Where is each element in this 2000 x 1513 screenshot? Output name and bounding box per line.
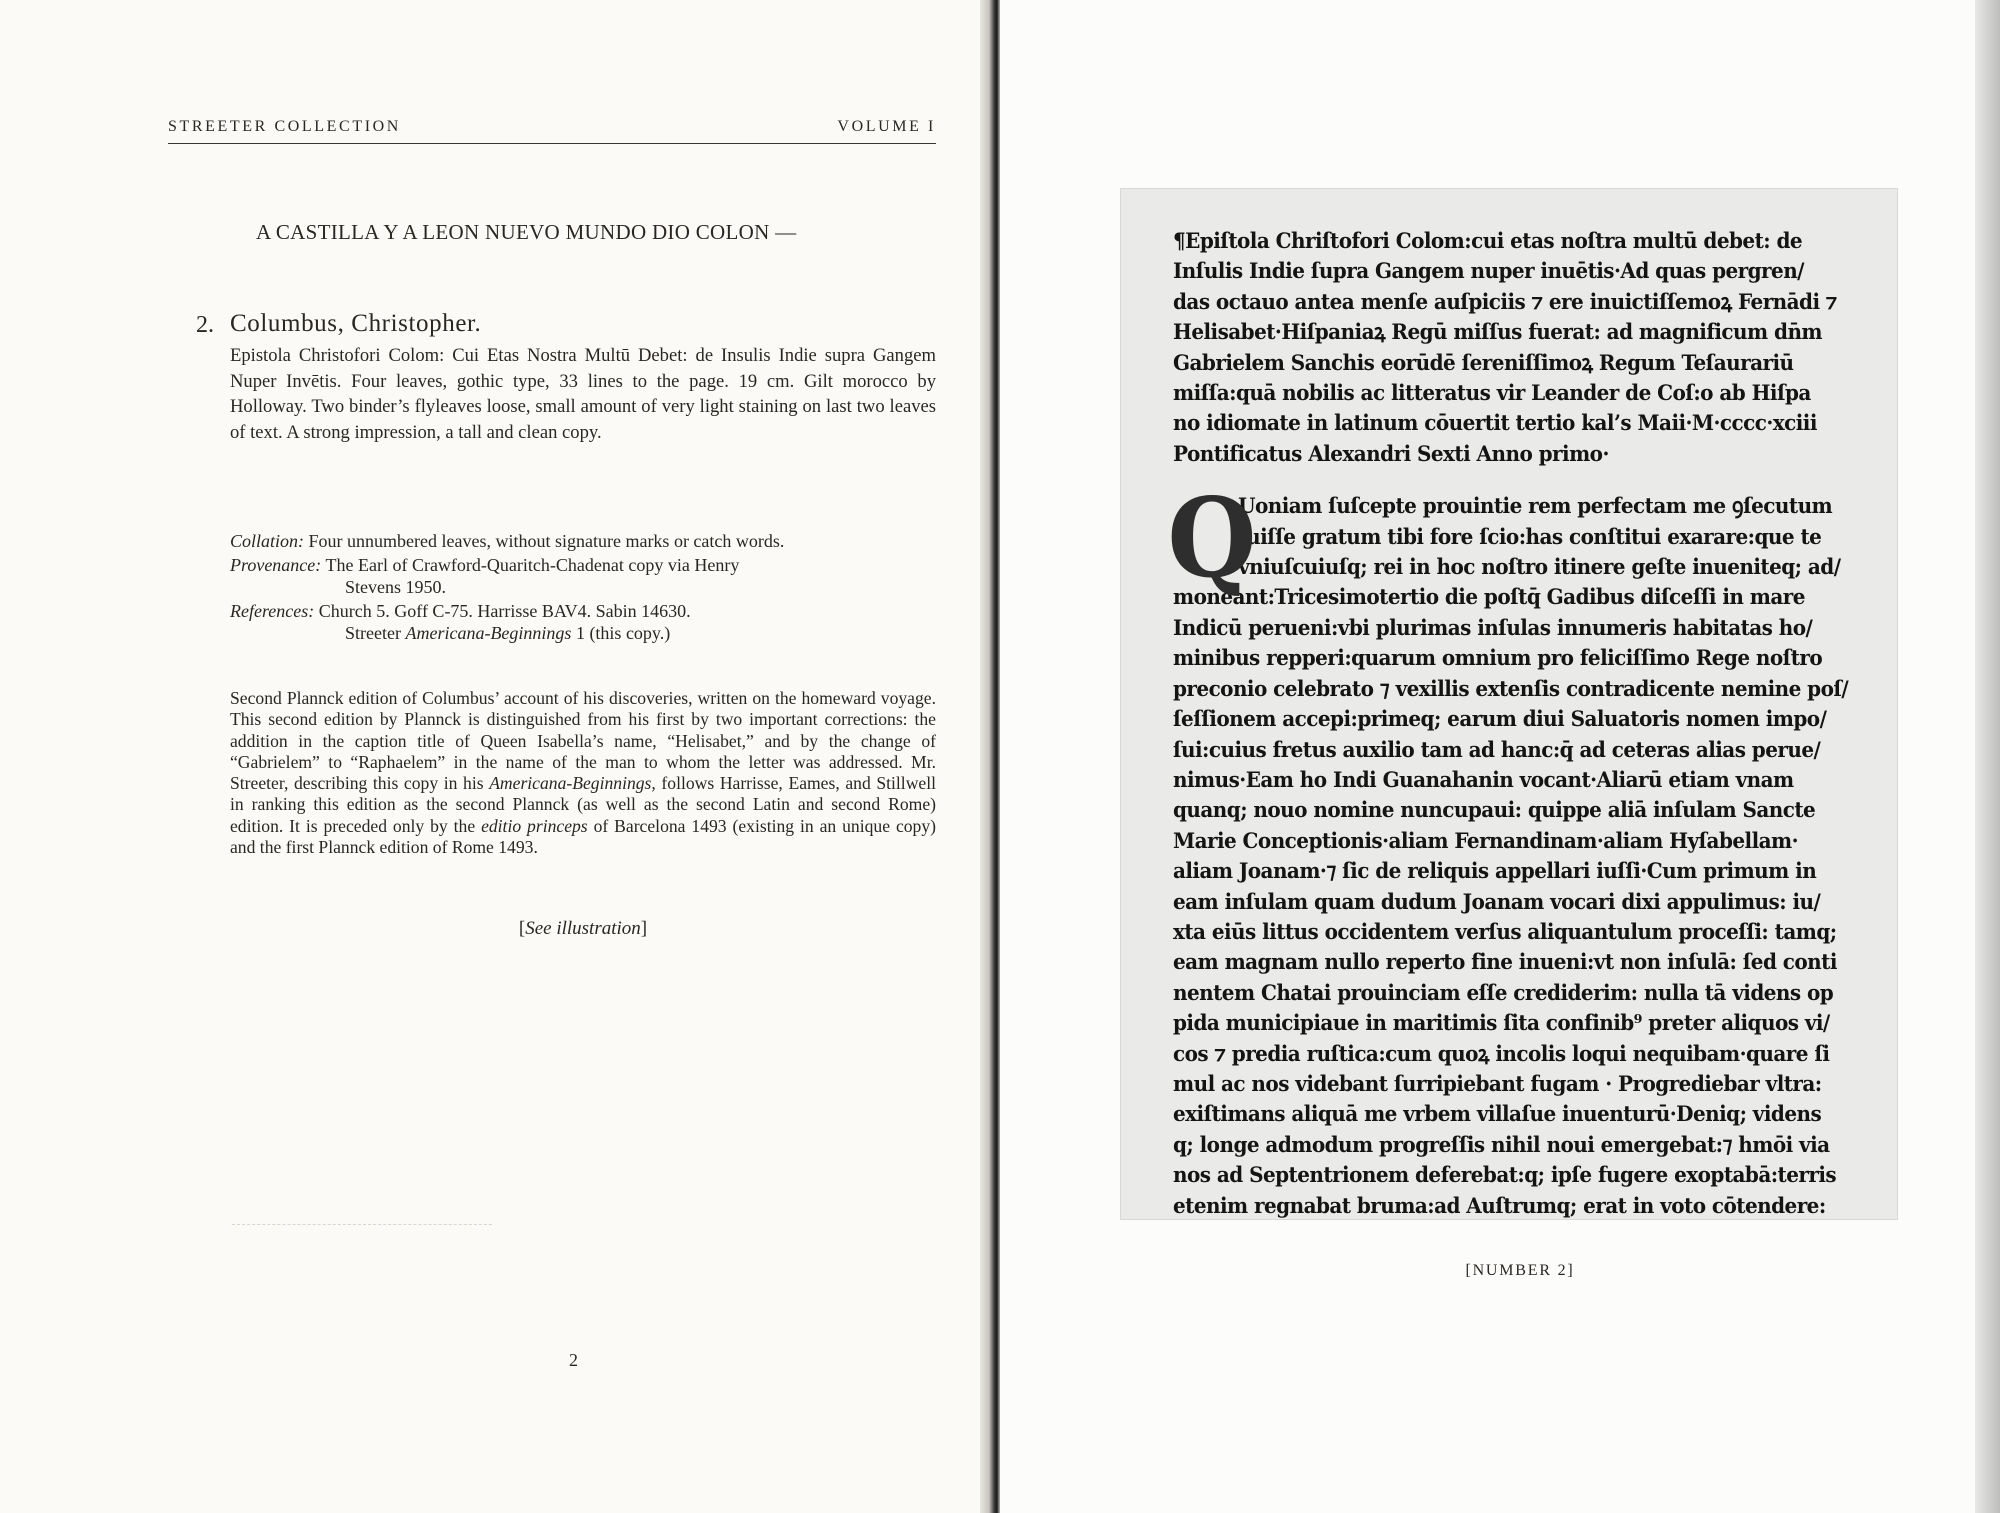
- collation-label: Collation:: [230, 531, 305, 551]
- running-head-right: VOLUME I: [837, 118, 936, 135]
- running-head-left: STREETER COLLECTION: [168, 118, 401, 135]
- facsimile-line: xta eiūs littus occidentem verſus aliquantulum proceſſi: tamq;: [1173, 919, 1837, 945]
- faint-rule: [232, 1224, 492, 1225]
- facsimile-caption-block: [1173, 227, 1837, 470]
- facsimile-line: no idiomate in latinum cōuertit tertio kal’s Maii·M·cccc·xciii: [1173, 411, 1817, 437]
- provenance-text-2: Stevens 1950.: [345, 577, 446, 597]
- facsimile-line: minibus repperi:quarum omnium pro feliciſſimo Rege noſtro: [1173, 646, 1823, 672]
- facsimile-line: preconio celebrato ⁊ vexillis extenſis contradicente nemine poſ/: [1173, 676, 1849, 702]
- facsimile-line: cos ⁊ predia ruſtica:cum quoꝝ incolis loqui nequibam·quare ſi: [1173, 1041, 1830, 1067]
- facsimile-line: ſeſſionem accepi:primeq; earum diui Saluatoris nomen impo/: [1173, 707, 1827, 733]
- facsimile-line: eam inſulam quam dudum Joanam vocari dixi appulimus: iu/: [1173, 889, 1821, 915]
- facsimile-line: vniuſcuiuſq; rei in hoc noſtro itinere geſte inueniteq; ad/: [1238, 555, 1841, 581]
- commentary-part-3: of Barcelona 1493 (existing in an unique copy) and the first Plannck edition of Rome 1493.: [230, 815, 936, 858]
- facsimile-line: mul ac nos videbant ſurripiebant fugam · Progrediebar vltra:: [1173, 1071, 1822, 1097]
- facsimile-plate: [1120, 188, 1898, 1220]
- facsimile-line: Gabrielem Sanchis eorūdē ſereniſſimoꝝ Regum Teſaurariū: [1173, 350, 1794, 376]
- references-label: References:: [230, 601, 315, 621]
- entry-description: Epistola Christofori Colom: Cui Etas Nostra Multū Debet: de Insulis Indie supra Gangem Nuper Invētis. Four leaves, gothic type, 33 lines to the page. 19 cm. Gilt morocco by Holloway. Two binder’s flyleaves loose, small amount of very light staining on last two leaves of text. A strong impression, a tall and clean copy.: [230, 345, 936, 443]
- facsimile-body-block: [1167, 473, 1849, 1222]
- entry-title: Columbus, Christopher.: [230, 310, 482, 337]
- facsimile-line: fuiſſe gratum tibi fore ſcio:has conſtitui exarare:que te: [1238, 524, 1822, 550]
- page-number: 2: [569, 1350, 578, 1370]
- facsimile-line: nimus·Eam ho Indi Guanahanin vocant·Aliarū etiam vnam: [1173, 767, 1794, 793]
- facsimile-line: exiſtimans aliquā me vrbem villaſue inuenturū·Deniq; videns: [1173, 1102, 1822, 1128]
- facsimile-line: aliam Joanam·⁊ ſic de reliquis appellari iuſſi·Cum primum in: [1173, 859, 1817, 885]
- facsimile-line: nentem Chatai prouinciam eſſe crediderim: nulla tā videns op: [1173, 980, 1834, 1006]
- facsimile-indented-lines: [1173, 492, 1841, 583]
- facsimile-line: Indicū perueni:vbi plurimas inſulas innumeris habitatas ho/: [1173, 615, 1813, 641]
- provenance-text-1: The Earl of Crawford-Quaritch-Chadenat copy via Henry: [325, 555, 740, 575]
- facsimile-line: q; longe admodum progreſſis nihil noui emergebat:⁊ hmōi via: [1173, 1132, 1830, 1158]
- left-page: [0, 0, 988, 1513]
- collation-text: Four unnumbered leaves, without signature marks or catch words.: [308, 531, 785, 551]
- collation-note: [230, 530, 936, 552]
- facsimile-text: [1167, 227, 1849, 1222]
- facsimile-line: moneant:Tricesimotertio die poſtq̄ Gadibus diſceſſi in mare: [1173, 585, 1805, 611]
- facsimile-line: Uoniam ſuſcepte prouintie rem perfectam me ꝯſecutum: [1238, 494, 1833, 520]
- see-illustration-open: [: [518, 918, 526, 939]
- references-text-2c: 1 (this copy.): [571, 623, 671, 643]
- facsimile-line: das octauo antea menſe auſpiciis ⁊ ere inuictiſſemoꝝ Fernādi ⁊: [1173, 289, 1837, 315]
- facsimile-line: nos ad Septentrionem deferebat:q; ipſe fugere exoptabā:terris: [1173, 1163, 1837, 1189]
- drop-cap: Q: [1167, 473, 1256, 603]
- facsimile-line: Marie Conceptionis·aliam Fernandinam·aliam Hyſabellam·: [1173, 828, 1799, 854]
- facsimile-line: etenim regnabat bruma:ad Auſtrumq; erat in voto cōtendere:: [1173, 1193, 1826, 1219]
- references-text-1: Church 5. Goff C-75. Harrisse BAV4. Sabin 14630.: [318, 601, 691, 621]
- facsimile-line: ¶Epiſtola Chriſtofori Colom:cui etas noſtra multū debet: de: [1173, 229, 1803, 254]
- entry-number: 2.: [196, 312, 214, 338]
- references-text-2: [230, 622, 936, 644]
- motto: A CASTILLA Y A LEON NUEVO MUNDO DIO COLON —: [256, 220, 797, 244]
- see-illustration: [230, 918, 936, 940]
- commentary-part-1: Second Plannck edition of Columbus’ account of his discoveries, written on the homeward voyage. This second edition by Plannck is distinguished from his first by two important corrections: the addition in the caption title of Queen Isabella’s name, “Helisabet,” and by the change of “Gabrielem” to “Raphaelem” in the name of the man to whom the letter was addressed. Mr. Streeter, describing this copy in his: [230, 688, 936, 794]
- commentary-italic-1: Americana-Beginnings,: [489, 773, 656, 794]
- facsimile-line: pida municipiaue in maritimis ſita confinib⁹ preter aliquos vi/: [1173, 1011, 1830, 1037]
- commentary-italic-2: editio princeps: [481, 815, 588, 836]
- facsimile-line: eam magnam nullo reperto fine inueni:vt non inſulā: ſed conti: [1173, 950, 1837, 976]
- running-head: [168, 118, 936, 144]
- references-text-2b: Americana-Beginnings: [405, 623, 572, 643]
- page-edge: [1975, 0, 2000, 1513]
- facsimile-lines: [1173, 583, 1849, 1222]
- references-text-2a: Streeter: [345, 623, 406, 643]
- plate-caption: [NUMBER 2]: [1465, 1262, 1575, 1279]
- facsimile-line: Inſulis Indie ſupra Gangem nuper inuētis·Ad quas pergren/: [1173, 259, 1804, 285]
- commentary-part-2: follows Harrisse, Eames, and Stillwell in ranking this edition as the second Plannck (as well as the second Latin and second Rome) edition. It is preceded only by the: [230, 773, 936, 836]
- facsimile-line: Helisabet·Hiſpaniaꝝ Regū miſſus fuerat: ad magnificum dn̄m: [1173, 320, 1823, 346]
- facsimile-line: Pontificatus Alexandri Sexti Anno primo·: [1173, 441, 1609, 467]
- provenance-label: Provenance:: [230, 555, 322, 575]
- bibliographic-notes: [230, 530, 936, 646]
- facsimile-line: quanq; nouo nomine nuncupaui: quippe aliā inſulam Sancte: [1173, 798, 1816, 824]
- see-illustration-close: ]: [640, 918, 648, 939]
- provenance-note: [230, 554, 936, 598]
- facsimile-line: ſui:cuius fretus auxilio tam ad hanc:q̄ ad ceteras alias perue/: [1173, 737, 1821, 763]
- facsimile-line: miſſa:quā nobilis ac litteratus vir Leander de Coſ:o ab Hiſpa: [1173, 381, 1811, 407]
- see-illustration-text: See illustration: [525, 918, 641, 939]
- references-note: [230, 600, 936, 644]
- commentary-paragraph: [230, 688, 936, 858]
